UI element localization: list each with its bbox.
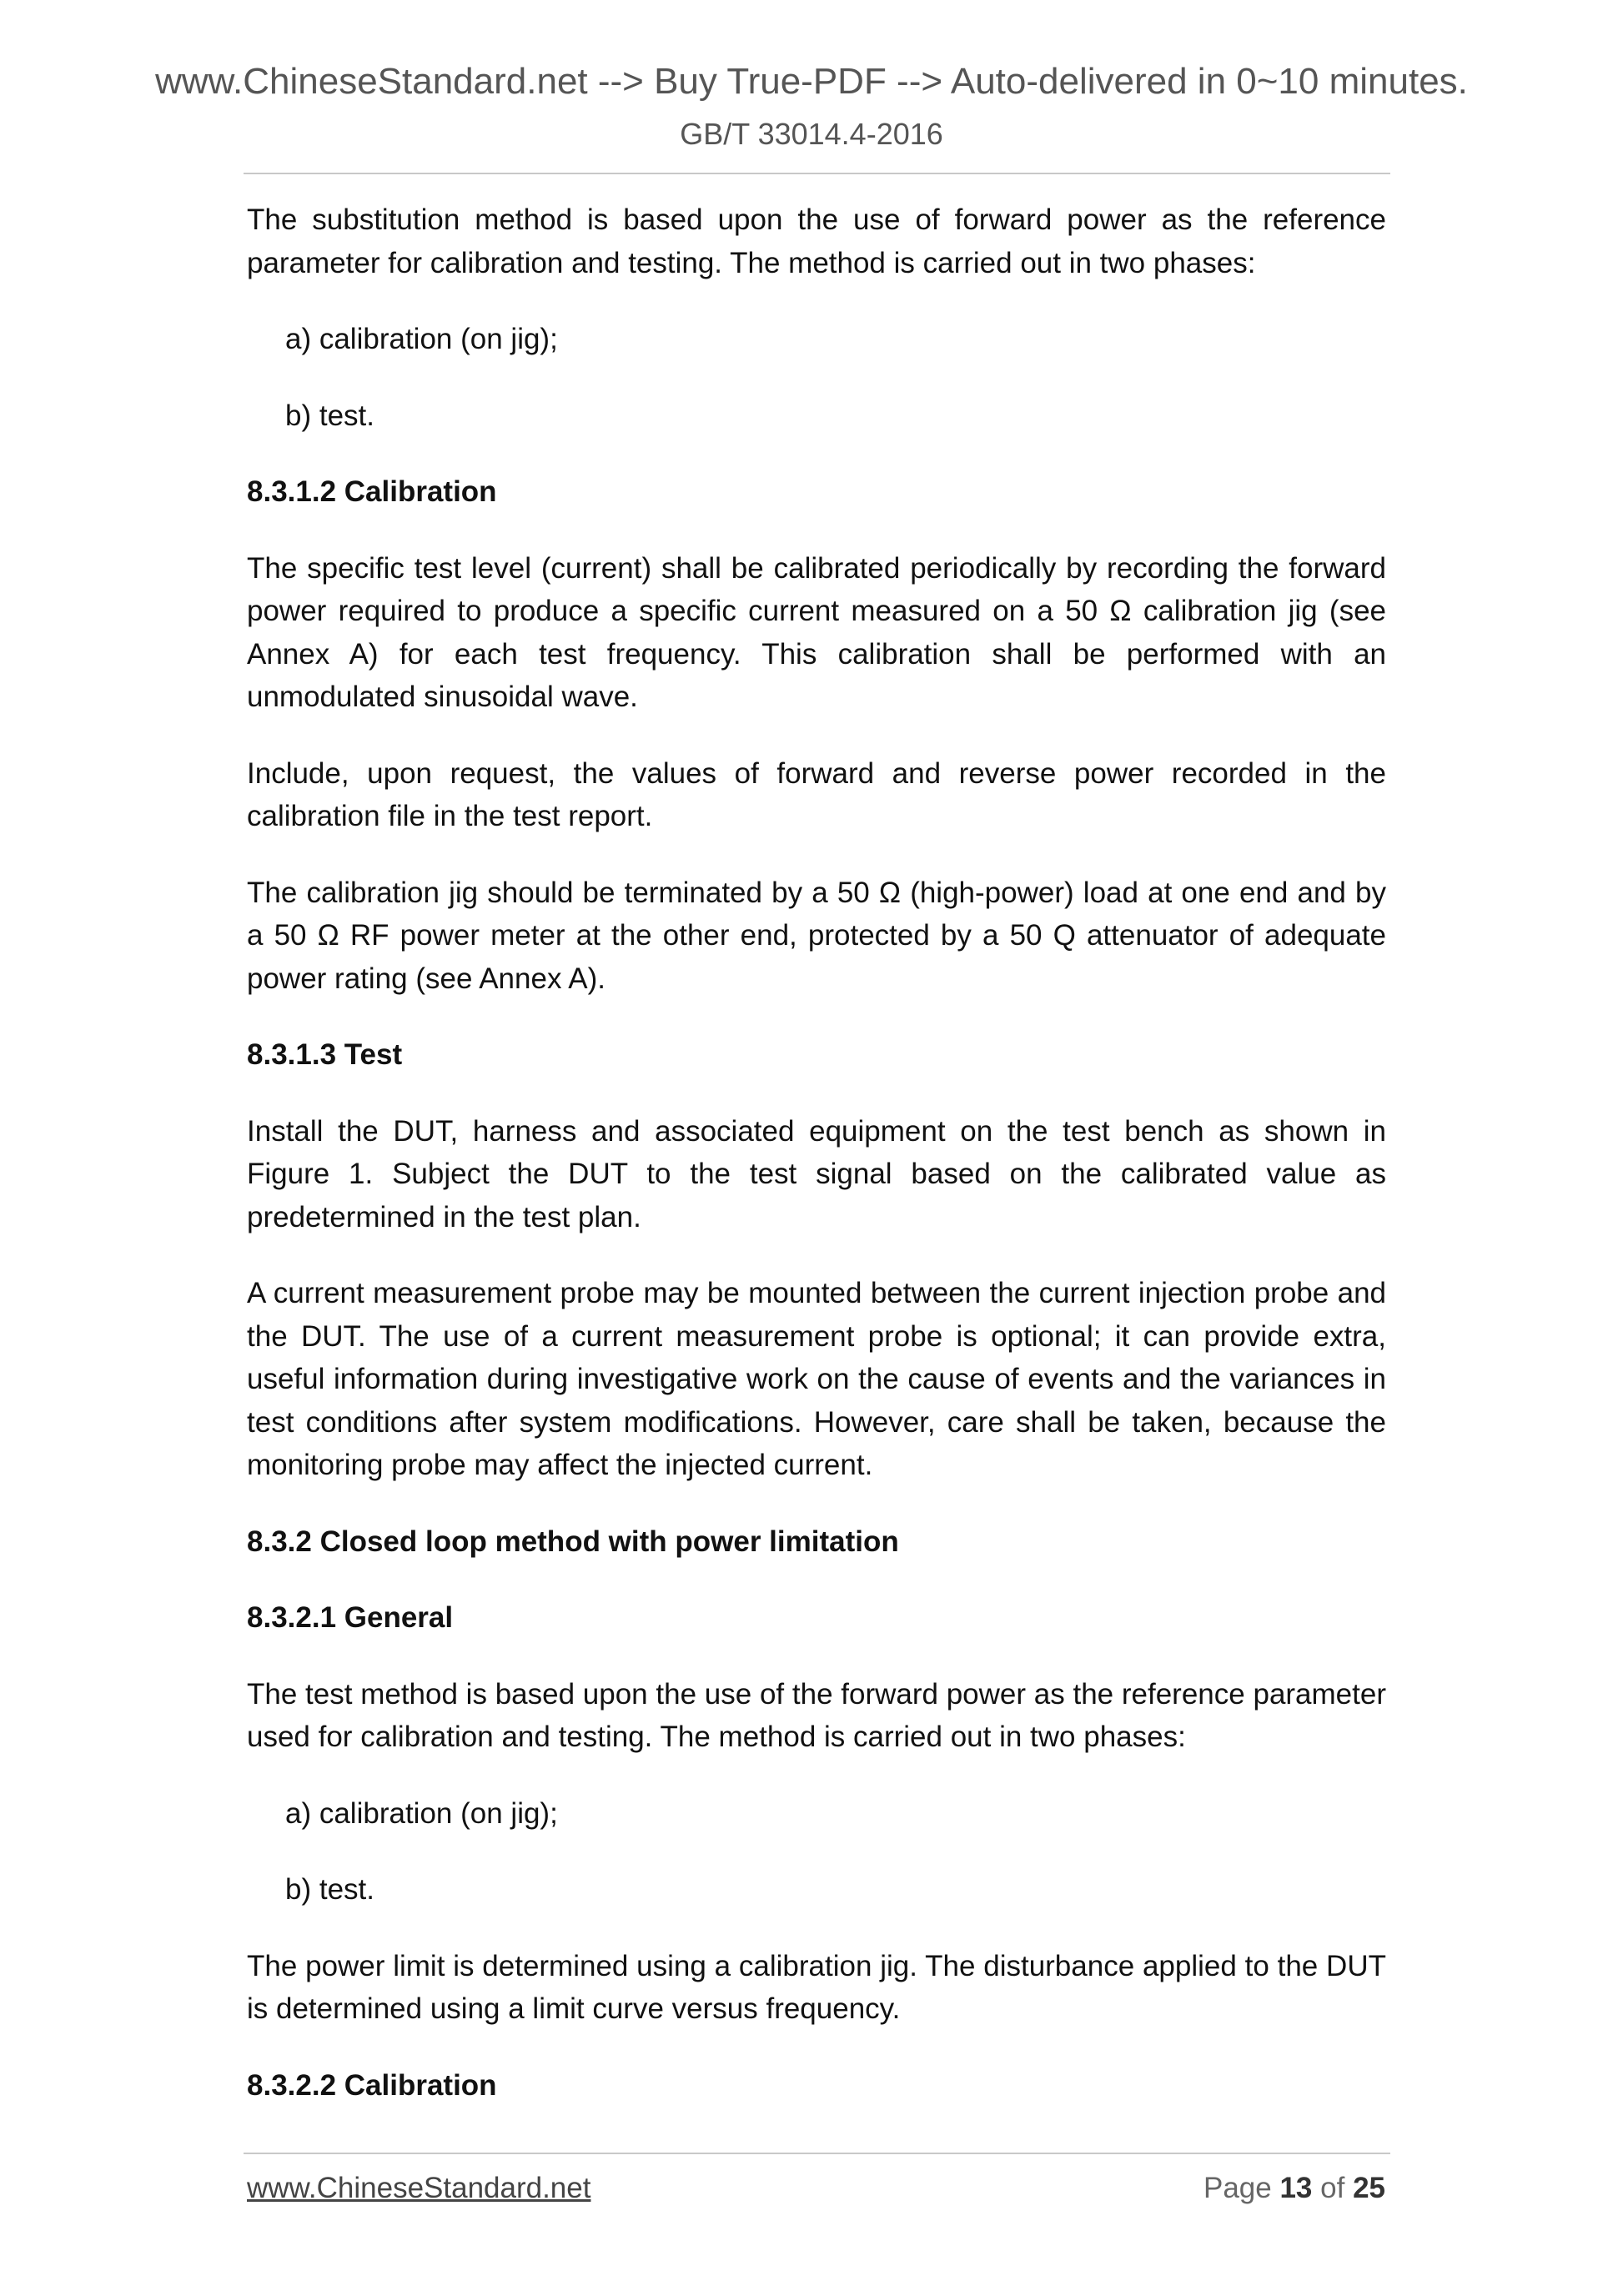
section-heading: 8.3.2 Closed loop method with power limitation <box>247 1525 899 1558</box>
document-body <box>247 198 1386 2140</box>
list-item: a) calibration (on jig); <box>285 1796 558 1830</box>
page-of: of <box>1320 2172 1345 2204</box>
paragraph: Include, upon request, the values of forward and reverse power recorded in the calibration file in the test report. <box>247 756 1386 832</box>
paragraph: Install the DUT, harness and associated equipment on the test bench as shown in Figure 1. Subject the DUT to the test signal based on the calibrated value as predetermined in the test plan. <box>247 1114 1386 1233</box>
list-item: b) test. <box>285 1873 374 1906</box>
paragraph: The substitution method is based upon the use of forward power as the reference parameter for calibration and testing. The method is carried out in two phases: <box>247 203 1386 279</box>
paragraph: A current measurement probe may be mounted between the current injection probe and the DUT. The use of a current measurement probe is optional; it can provide extra, useful information during investigative work on the cause of events and the variances in test conditions after system modifications. However, care shall be taken, because the monitoring probe may affect the injected current. <box>247 1277 1386 1481</box>
paragraph: The power limit is determined using a calibration jig. The disturbance applied to the DUT is determined using a limit curve versus frequency. <box>247 1949 1386 2025</box>
standard-code: GB/T 33014.4-2016 <box>680 117 943 151</box>
paragraph: The specific test level (current) shall be calibrated periodically by recording the forward power required to produce a specific current measured on a 50 Ω calibration jig (see Annex A) for each test frequency. This calibration shall be performed with an unmodulated sinusoidal wave. <box>247 551 1386 713</box>
section-heading: 8.3.1.2 Calibration <box>247 475 497 508</box>
footer-website-link[interactable]: www.ChineseStandard.net <box>247 2172 591 2204</box>
page-current: 13 <box>1279 2172 1313 2204</box>
page-number <box>1203 2172 1385 2205</box>
page-total: 25 <box>1353 2172 1385 2204</box>
paragraph: The calibration jig should be terminated by a 50 Ω (high-power) load at one end and by a 50 Ω RF power meter at the other end, protected by a 50 Q attenuator of adequate power rating (see Annex A). <box>247 876 1386 995</box>
section-heading: 8.3.2.2 Calibration <box>247 2068 497 2102</box>
section-heading: 8.3.2.1 General <box>247 1601 454 1634</box>
header-banner: www.ChineseStandard.net --> Buy True-PDF --> Auto-delivered in 0~10 minutes. <box>155 61 1468 102</box>
header-divider <box>244 173 1390 174</box>
list-item: b) test. <box>285 399 374 432</box>
section-heading: 8.3.1.3 Test <box>247 1038 403 1071</box>
paragraph: The test method is based upon the use of the forward power as the reference parameter used for calibration and testing. The method is carried out in two phases: <box>247 1677 1386 1753</box>
list-item: a) calibration (on jig); <box>285 323 558 355</box>
page-word: Page <box>1203 2172 1272 2204</box>
footer-divider <box>244 2153 1390 2154</box>
